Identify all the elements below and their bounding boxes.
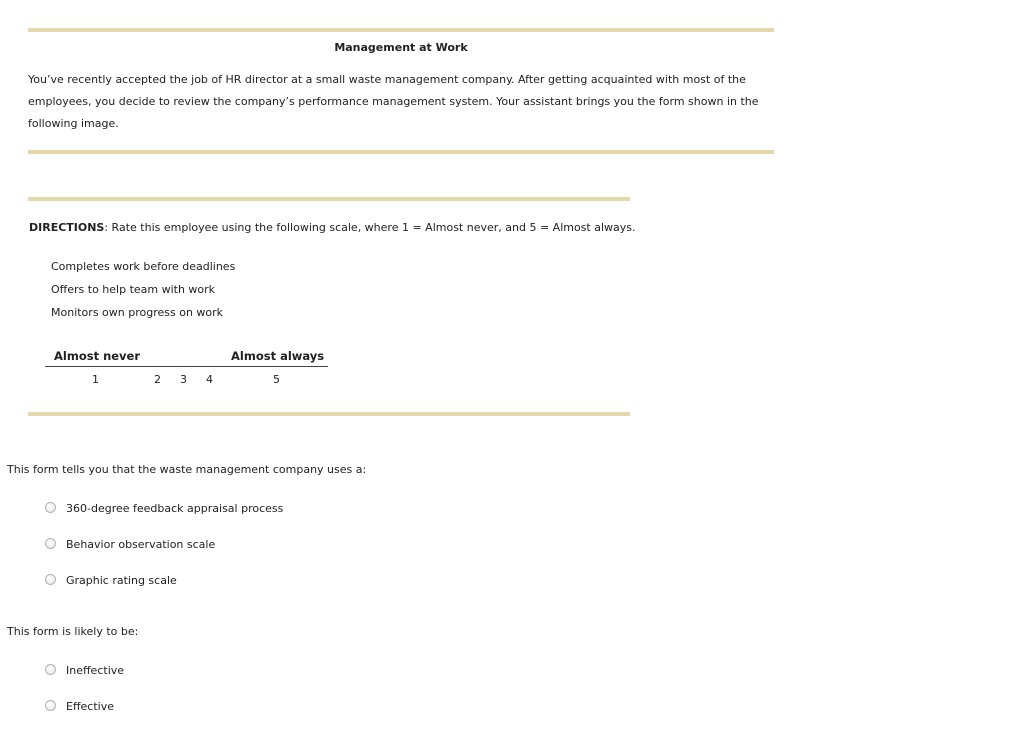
form-directions [29,221,636,234]
question-prompt: This form is likely to be: [7,625,139,638]
radio-effective[interactable] [45,700,56,711]
scale-low-label: Almost never [54,349,141,363]
option-label-ineffective[interactable]: Ineffective [66,664,125,677]
intro-bottom-rule [28,150,774,154]
form-top-rule [28,197,630,201]
radio-behavior-observation-scale[interactable] [45,538,56,549]
radio-360-degree-feedback[interactable] [45,502,56,513]
intro-title: Management at Work [334,41,468,54]
scale-number: 5 [273,373,280,386]
form-item: Monitors own progress on work [51,306,224,319]
scale-number: 3 [180,373,187,386]
option-label-behavior-observation-scale[interactable]: Behavior observation scale [66,538,216,551]
option-label-360-degree-feedback[interactable]: 360-degree feedback appraisal process [66,502,284,515]
option-label-effective[interactable]: Effective [66,700,114,713]
scale-underline [45,366,328,367]
directions-label: DIRECTIONS [29,221,105,234]
intro-paragraph: You’ve recently accepted the job of HR director at a small waste management company. After getting acquainted with most of the employees, you decide to review the company’s performance management system. Your assistant brings you the form shown in the following image. [28,73,759,130]
radio-graphic-rating-scale[interactable] [45,574,56,585]
form-bottom-rule [28,412,630,416]
question-prompt: This form tells you that the waste management company uses a: [7,463,367,476]
scale-number: 2 [154,373,161,386]
directions-text: : Rate this employee using the following scale, where 1 = Almost never, and 5 = Almost always. [104,221,636,234]
scale-number: 4 [206,373,213,386]
option-label-graphic-rating-scale[interactable]: Graphic rating scale [66,574,177,587]
scale-high-label: Almost always [231,349,325,363]
radio-ineffective[interactable] [45,664,56,675]
form-item: Completes work before deadlines [51,260,236,273]
scale-number: 1 [92,373,99,386]
intro-top-rule [28,28,774,32]
form-item: Offers to help team with work [51,283,216,296]
